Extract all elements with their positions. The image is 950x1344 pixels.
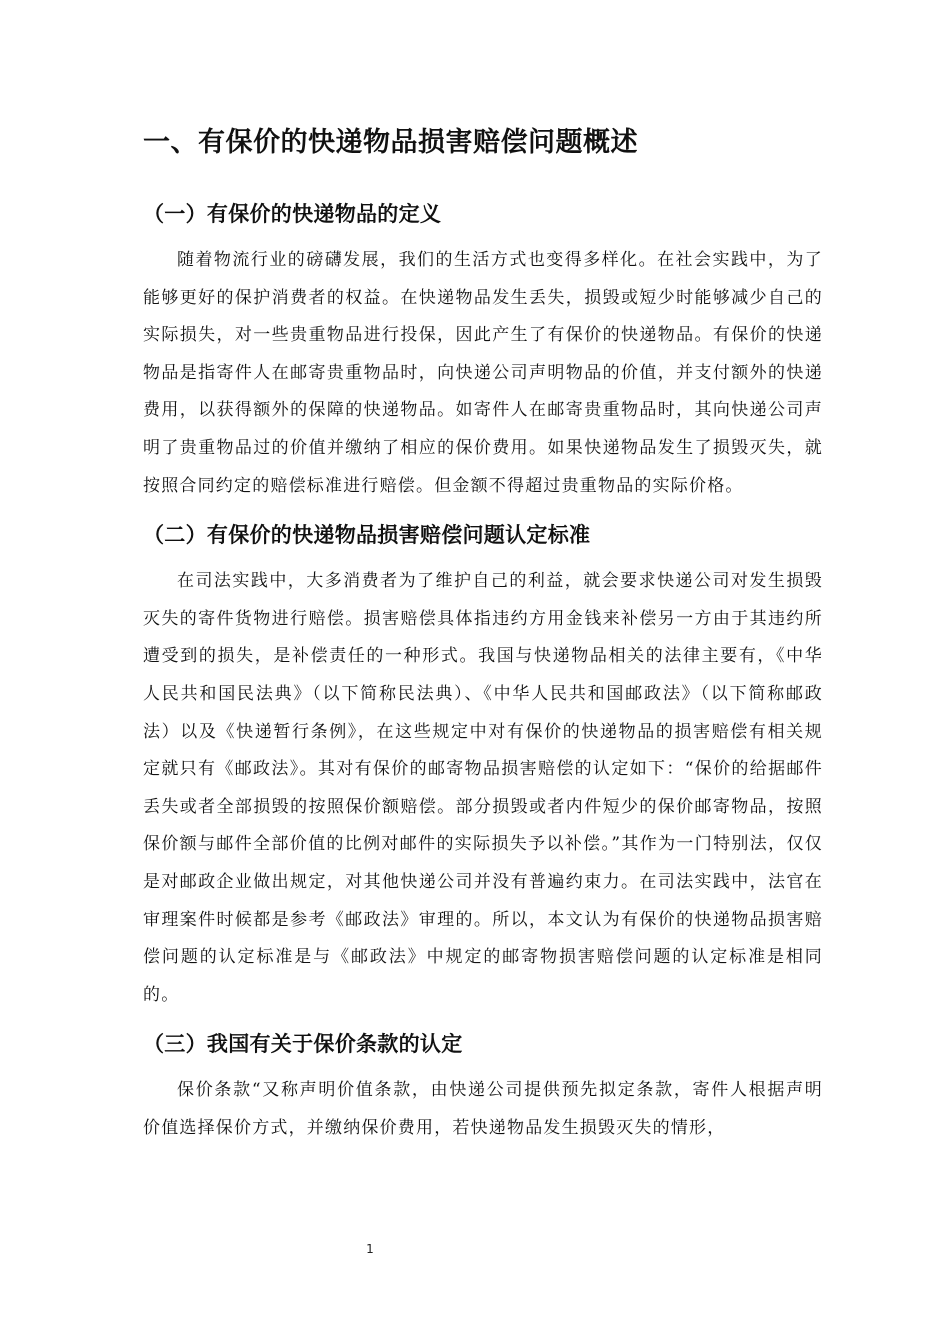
section-paragraph-2: 在司法实践中，大多消费者为了维护自己的利益，就会要求快递公司对发生损毁灭失的寄件货物进行赔偿。损害赔偿具体指违约方用金钱来补偿另一方由于其违约所遭受到的损失，是补偿责任的一种形式。我国与快递物品相关的法律主要有，《中华人民共和国民法典》（以下简称民法典）、《中华人民共和国邮政法》（以下简称邮政法）以及《快递暂行条例》，在这些规定中对有保价的快递物品的损害赔偿有相关规定就只有《邮政法》。其对有保价的邮寄物品损害赔偿的认定如下：“保价的给据邮件丢失或者全部损毁的按照保价额赔偿。部分损毁或者内件短少的保价邮寄物品，按照保价额与邮件全部价值的比例对邮件的实际损失予以补偿。”其作为一门特别法，仅仅是对邮政企业做出规定，对其他快递公司并没有普遍约束力。在司法实践中，法官在审理案件时候都是参考《邮政法》审理的。所以，本文认为有保价的快递物品损害赔偿问题的认定标准是与《邮政法》中规定的邮寄物损害赔偿问题的认定标准是相同的。 [143, 571, 823, 1005]
chapter-title: 一、有保价的快递物品损害赔偿问题概述 [143, 127, 638, 158]
section-paragraph-3: 保价条款“又称声明价值条款，由快递公司提供预先拟定条款，寄件人根据声明价值选择保价方式，并缴纳保价费用，若快递物品发生损毁灭失的情形， [143, 1080, 823, 1138]
page-number: 1 [366, 1242, 374, 1256]
section-heading-3: （三）我国有关于保价条款的认定 [143, 1032, 463, 1057]
section-heading-2: （二）有保价的快递物品损害赔偿问题认定标准 [143, 523, 591, 548]
section-heading-1: （一）有保价的快递物品的定义 [143, 202, 442, 226]
document-body [143, 118, 823, 1155]
section-paragraph-1: 随着物流行业的磅礴发展，我们的生活方式也变得多样化。在社会实践中，为了能够更好的保护消费者的权益。在快递物品发生丢失，损毁或短少时能够减少自己的实际损失，对一些贵重物品进行投保，因此产生了有保价的快递物品。有保价的快递物品是指寄件人在邮寄贵重物品时，向快递公司声明物品的价值，并支付额外的快递费用，以获得额外的保障的快递物品。如寄件人在邮寄贵重物品时，其向快递公司声明了贵重物品过的价值并缴纳了相应的保价费用。如果快递物品发生了损毁灭失，就按照合同约定的赔偿标准进行赔偿。但金额不得超过贵重物品的实际价格。 [143, 250, 823, 496]
